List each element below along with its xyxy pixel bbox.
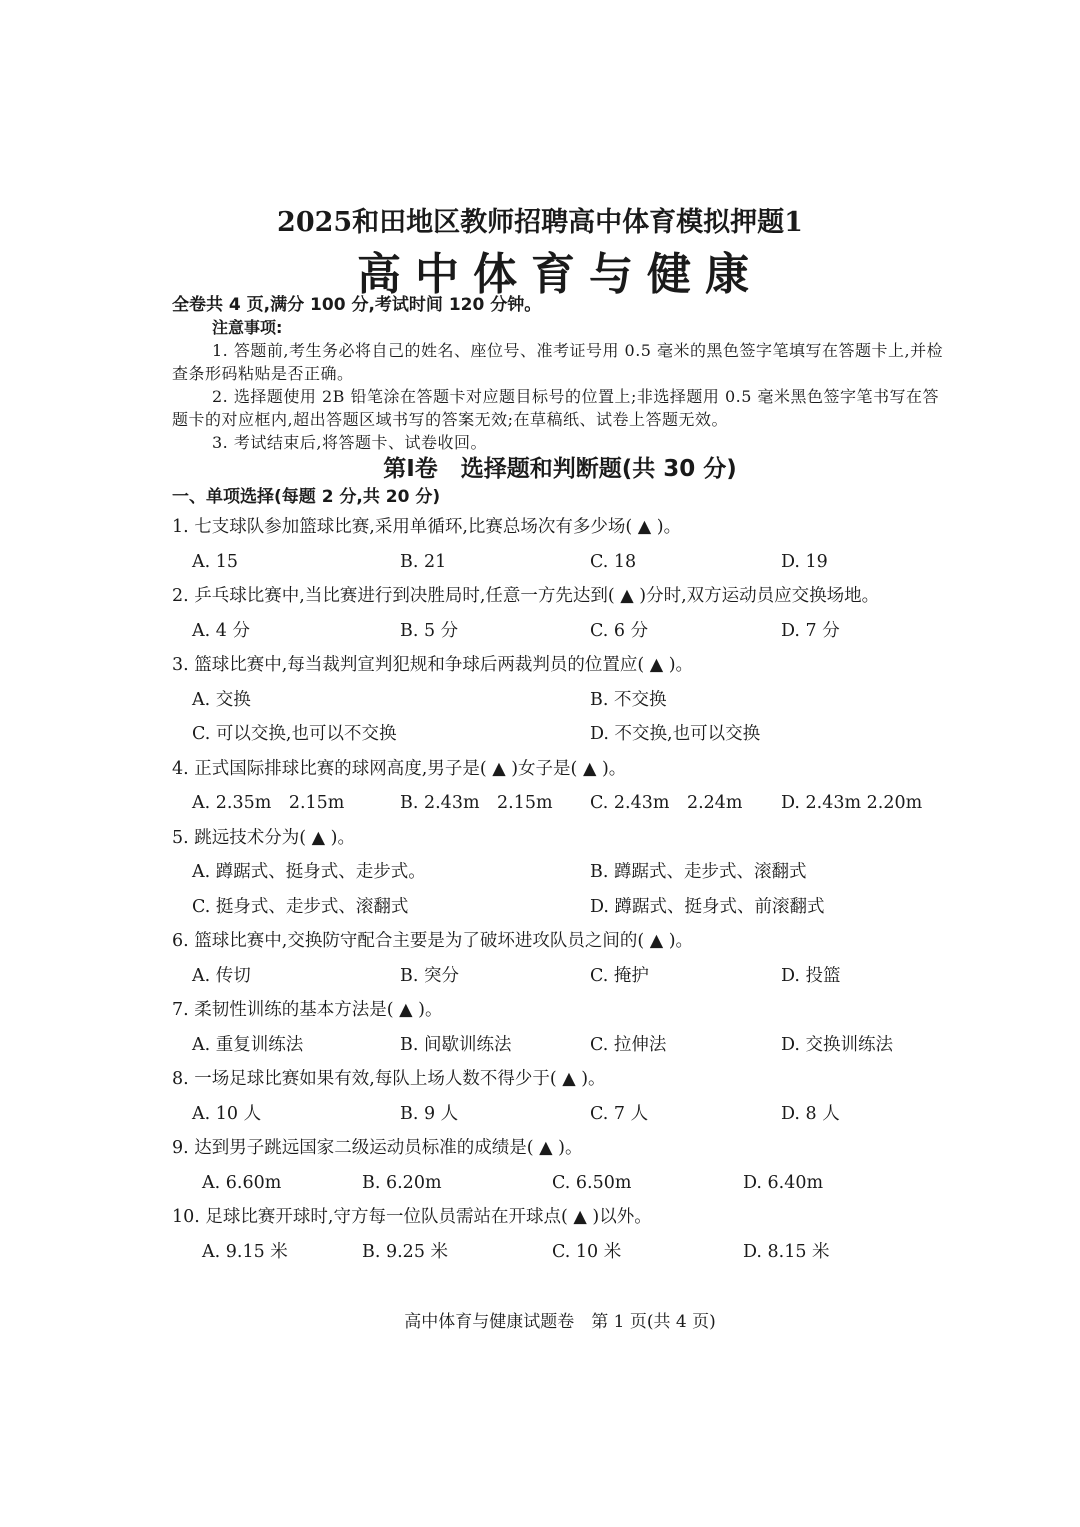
option-d: D. 19 bbox=[781, 551, 828, 572]
option-a: A. 10 人 bbox=[192, 1103, 262, 1124]
question-stem: 2. 乒乓球比赛中,当比赛进行到决胜局时,任意一方先达到( ▲ )分时,双方运动员应交换场地。 bbox=[172, 586, 880, 606]
note-item: 2. 选择题使用 2B 铅笔涂在答题卡对应题目标号的位置上;非选择题用 0.5 毫米黑色签字笔书写在答题卡的对应框内,超出答题区域书写的答案无效;在草稿纸、试卷上答题无效。 bbox=[172, 387, 939, 429]
option-b: B. 9.25 米 bbox=[362, 1241, 449, 1262]
question-3 bbox=[172, 648, 962, 752]
notes-block bbox=[172, 316, 952, 454]
option-d: D. 7 分 bbox=[781, 620, 840, 641]
option-a: A. 蹲踞式、挺身式、走步式。 bbox=[192, 862, 426, 882]
option-a: A. 6.60m bbox=[202, 1172, 282, 1193]
question-9 bbox=[172, 1131, 962, 1200]
option-b: B. 9 人 bbox=[400, 1103, 459, 1124]
question-stem: 10. 足球比赛开球时,守方每一位队员需站在开球点( ▲ )以外。 bbox=[172, 1207, 652, 1227]
question-stem: 4. 正式国际排球比赛的球网高度,男子是( ▲ )女子是( ▲ )。 bbox=[172, 758, 627, 779]
option-c: C. 掩护 bbox=[590, 965, 649, 986]
option-row bbox=[172, 1166, 962, 1201]
option-c: C. 7 人 bbox=[590, 1103, 649, 1124]
option-a: A. 9.15 米 bbox=[202, 1241, 288, 1262]
option-c: C. 6 分 bbox=[590, 620, 649, 641]
question-2 bbox=[172, 579, 962, 648]
option-a: A. 交换 bbox=[192, 689, 251, 710]
option-c: C. 2.43m 2.24m bbox=[590, 793, 743, 813]
option-b: B. 蹲踞式、走步式、滚翻式 bbox=[590, 862, 807, 882]
option-row bbox=[172, 683, 962, 718]
question-5 bbox=[172, 821, 962, 925]
question-8 bbox=[172, 1062, 962, 1131]
option-row bbox=[172, 1235, 962, 1270]
part-title: 一、单项选择(每题 2 分,共 20 分) bbox=[172, 487, 441, 507]
option-b: B. 间歇训练法 bbox=[400, 1034, 512, 1055]
option-c: C. 6.50m bbox=[552, 1172, 632, 1193]
option-c: C. 可以交换,也可以不交换 bbox=[192, 724, 397, 744]
option-d: D. 2.43m 2.20m bbox=[781, 793, 923, 813]
question-1 bbox=[172, 510, 962, 579]
option-a: A. 4 分 bbox=[192, 620, 250, 641]
question-4 bbox=[172, 752, 962, 821]
option-c: C. 18 bbox=[590, 551, 637, 572]
question-7 bbox=[172, 993, 962, 1062]
option-d: D. 6.40m bbox=[743, 1172, 824, 1193]
option-b: B. 6.20m bbox=[362, 1172, 442, 1193]
question-6 bbox=[172, 924, 962, 993]
question-stem: 1. 七支球队参加篮球比赛,采用单循环,比赛总场次有多少场( ▲ )。 bbox=[172, 517, 682, 537]
option-d: D. 8 人 bbox=[781, 1103, 840, 1124]
option-row bbox=[172, 1097, 962, 1132]
option-row bbox=[172, 717, 962, 752]
option-row bbox=[172, 1028, 962, 1063]
option-d: D. 投篮 bbox=[781, 965, 841, 986]
note-item: 3. 考试结束后,将答题卡、试卷收回。 bbox=[212, 433, 487, 452]
option-d: D. 蹲踞式、挺身式、前滚翻式 bbox=[590, 896, 825, 917]
question-list bbox=[172, 510, 962, 1269]
option-row bbox=[172, 855, 962, 890]
option-row bbox=[172, 890, 962, 925]
question-stem: 9. 达到男子跳远国家二级运动员标准的成绩是( ▲ )。 bbox=[172, 1138, 583, 1158]
option-b: B. 21 bbox=[400, 551, 447, 572]
question-stem: 7. 柔韧性训练的基本方法是( ▲ )。 bbox=[172, 1000, 443, 1020]
option-c: C. 挺身式、走步式、滚翻式 bbox=[192, 896, 409, 917]
option-d: D. 不交换,也可以交换 bbox=[590, 724, 761, 744]
option-a: A. 2.35m 2.15m bbox=[192, 793, 345, 813]
option-b: B. 突分 bbox=[400, 965, 459, 986]
note-item: 1. 答题前,考生务必将自己的姓名、座位号、准考证号用 0.5 毫米的黑色签字笔填写在答题卡上,并检查条形码粘贴是否正确。 bbox=[172, 341, 944, 383]
option-row bbox=[172, 545, 962, 580]
option-b: B. 不交换 bbox=[590, 689, 667, 710]
exam-title: 高中体育与健康 bbox=[357, 249, 763, 300]
question-stem: 6. 篮球比赛中,交换防守配合主要是为了破坏进攻队员之间的( ▲ )。 bbox=[172, 931, 694, 951]
paper-info: 全卷共 4 页,满分 100 分,考试时间 120 分钟。 bbox=[172, 295, 542, 315]
question-stem: 3. 篮球比赛中,每当裁判宣判犯规和争球后两裁判员的位置应( ▲ )。 bbox=[172, 655, 694, 675]
page-footer: 高中体育与健康试题卷 第 1 页(共 4 页) bbox=[404, 1312, 716, 1332]
option-a: A. 重复训练法 bbox=[192, 1034, 304, 1055]
notes-title: 注意事项: bbox=[212, 318, 283, 337]
option-a: A. 传切 bbox=[192, 965, 251, 986]
question-stem: 8. 一场足球比赛如果有效,每队上场人数不得少于( ▲ )。 bbox=[172, 1069, 606, 1089]
option-c: C. 拉伸法 bbox=[590, 1034, 667, 1055]
option-d: D. 交换训练法 bbox=[781, 1034, 894, 1055]
option-d: D. 8.15 米 bbox=[743, 1241, 830, 1262]
option-b: B. 5 分 bbox=[400, 620, 459, 641]
option-a: A. 15 bbox=[192, 551, 239, 572]
question-stem: 5. 跳远技术分为( ▲ )。 bbox=[172, 827, 355, 848]
option-row bbox=[172, 959, 962, 994]
option-row bbox=[172, 614, 962, 649]
question-10 bbox=[172, 1200, 962, 1269]
option-b: B. 2.43m 2.15m bbox=[400, 793, 553, 813]
option-c: C. 10 米 bbox=[552, 1241, 622, 1262]
section-title: 第Ⅰ卷 选择题和判断题(共 30 分) bbox=[383, 456, 737, 482]
exam-subtitle: 2025和田地区教师招聘高中体育模拟押题1 bbox=[277, 207, 803, 238]
option-row bbox=[172, 786, 962, 821]
